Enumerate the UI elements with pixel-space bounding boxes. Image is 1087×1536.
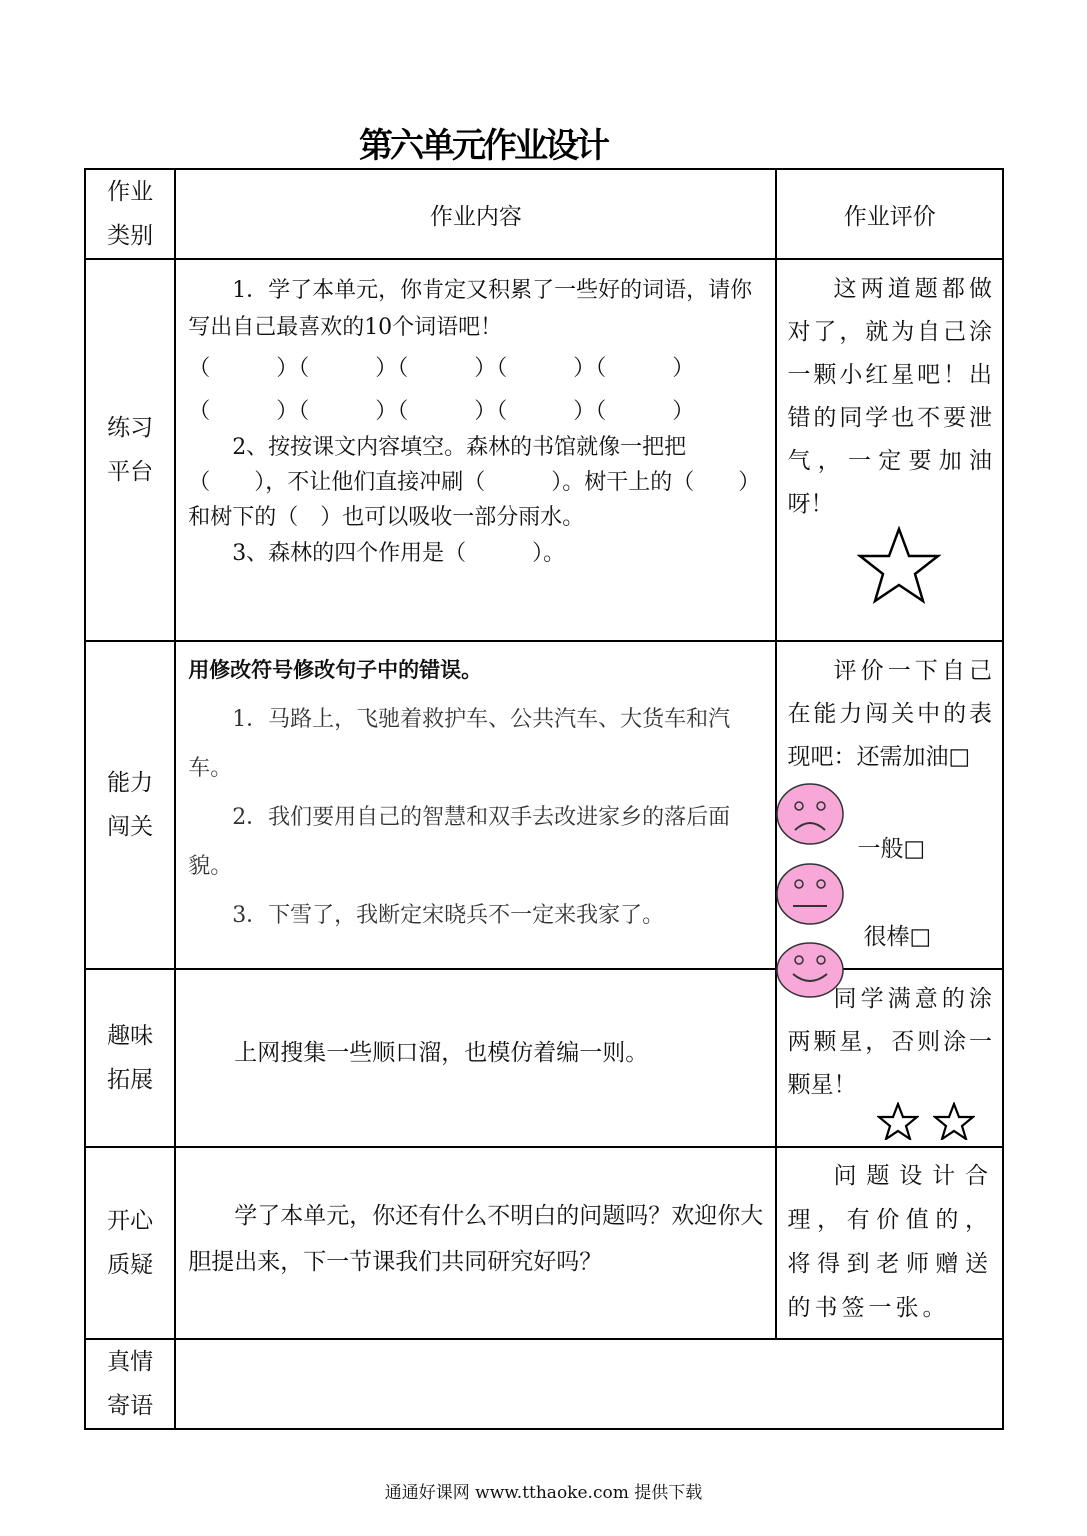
blank-row-1: （ ）（ ）（ ）（ ）（ ） bbox=[188, 356, 695, 381]
eval-practice: 这两道题都做对了，就为自己涂一颗小红星吧！出错的同学也不要泄气，一定要加油呀！ bbox=[776, 259, 1003, 641]
option-normal: 一般□ bbox=[857, 836, 926, 862]
homework-table bbox=[84, 168, 1004, 1430]
star-icon bbox=[857, 526, 941, 604]
header-content: 作业内容 bbox=[175, 169, 776, 259]
footer-text: 通通好课网 www.tthaoke.com 提供下载 bbox=[384, 1483, 703, 1503]
header-evaluation: 作业评价 bbox=[776, 169, 1003, 259]
sentence-3: 3．下雪了，我断定宋晓兵不一定来我家了。 bbox=[232, 903, 665, 928]
category-question: 开心 质疑 bbox=[85, 1147, 175, 1339]
option-great: 很棒□ bbox=[863, 924, 932, 950]
category-ability: 能力 闯关 bbox=[85, 641, 175, 969]
eval-fun: 同学满意的涂两颗星，否则涂一颗星！ bbox=[776, 969, 1003, 1147]
sentence-1: 1．马路上，飞驰着救护车、公共汽车、大货车和汽车。 bbox=[188, 707, 731, 781]
row-question bbox=[85, 1147, 1003, 1339]
blank-row-2: （ ）（ ）（ ）（ ）（ ） bbox=[188, 399, 695, 424]
content-ability bbox=[175, 641, 776, 969]
content-practice bbox=[175, 259, 776, 641]
page-title: 第六单元作业设计 bbox=[359, 126, 607, 166]
sad-face-icon bbox=[775, 782, 845, 846]
content-fun: 上网搜集一些顺口溜，也模仿着编一则。 bbox=[175, 969, 776, 1147]
sentence-2: 2．我们要用自己的智慧和双手去改进家乡的落后面貌。 bbox=[188, 805, 731, 879]
row-ability bbox=[85, 641, 1003, 969]
neutral-face-icon bbox=[775, 862, 845, 926]
row-practice bbox=[85, 259, 1003, 641]
happy-face-icon bbox=[775, 942, 845, 998]
category-message: 真情 寄语 bbox=[85, 1339, 175, 1429]
ability-heading: 用修改符号修改句子中的错误。 bbox=[188, 658, 483, 682]
row-message bbox=[85, 1339, 1003, 1429]
eval-ability: 评价一下自己在能力闯关中的表现吧：还需加油□ 一般□ 很棒□ bbox=[776, 641, 1003, 969]
question-1: 1．学了本单元，你肯定又积累了一些好的词语，请你写出自己最喜欢的10个词语吧！ bbox=[188, 278, 753, 340]
header-category: 作业 类别 bbox=[85, 169, 175, 259]
content-question: 学了本单元，你还有什么不明白的问题吗？欢迎你大胆提出来，下一节课我们共同研究好吗？ bbox=[175, 1147, 776, 1339]
question-3: 3、森林的四个作用是（ ）。 bbox=[232, 541, 566, 566]
row-fun bbox=[85, 969, 1003, 1147]
header-row bbox=[85, 169, 1003, 259]
star-icon bbox=[933, 1102, 975, 1140]
category-practice: 练习 平台 bbox=[85, 259, 175, 641]
message-area bbox=[175, 1339, 1003, 1429]
star-icon bbox=[877, 1102, 919, 1140]
question-2: 2、按按课文内容填空。森林的书馆就像一把把（ ），不让他们直接冲刷（ ）。树干上的（ ）和树下的（ ）也可以吸收一部分雨水。 bbox=[188, 435, 761, 530]
category-fun: 趣味 拓展 bbox=[85, 969, 175, 1147]
eval-question: 问题设计合理，有价值的，将得到老师赠送的书签一张。 bbox=[776, 1147, 1003, 1339]
